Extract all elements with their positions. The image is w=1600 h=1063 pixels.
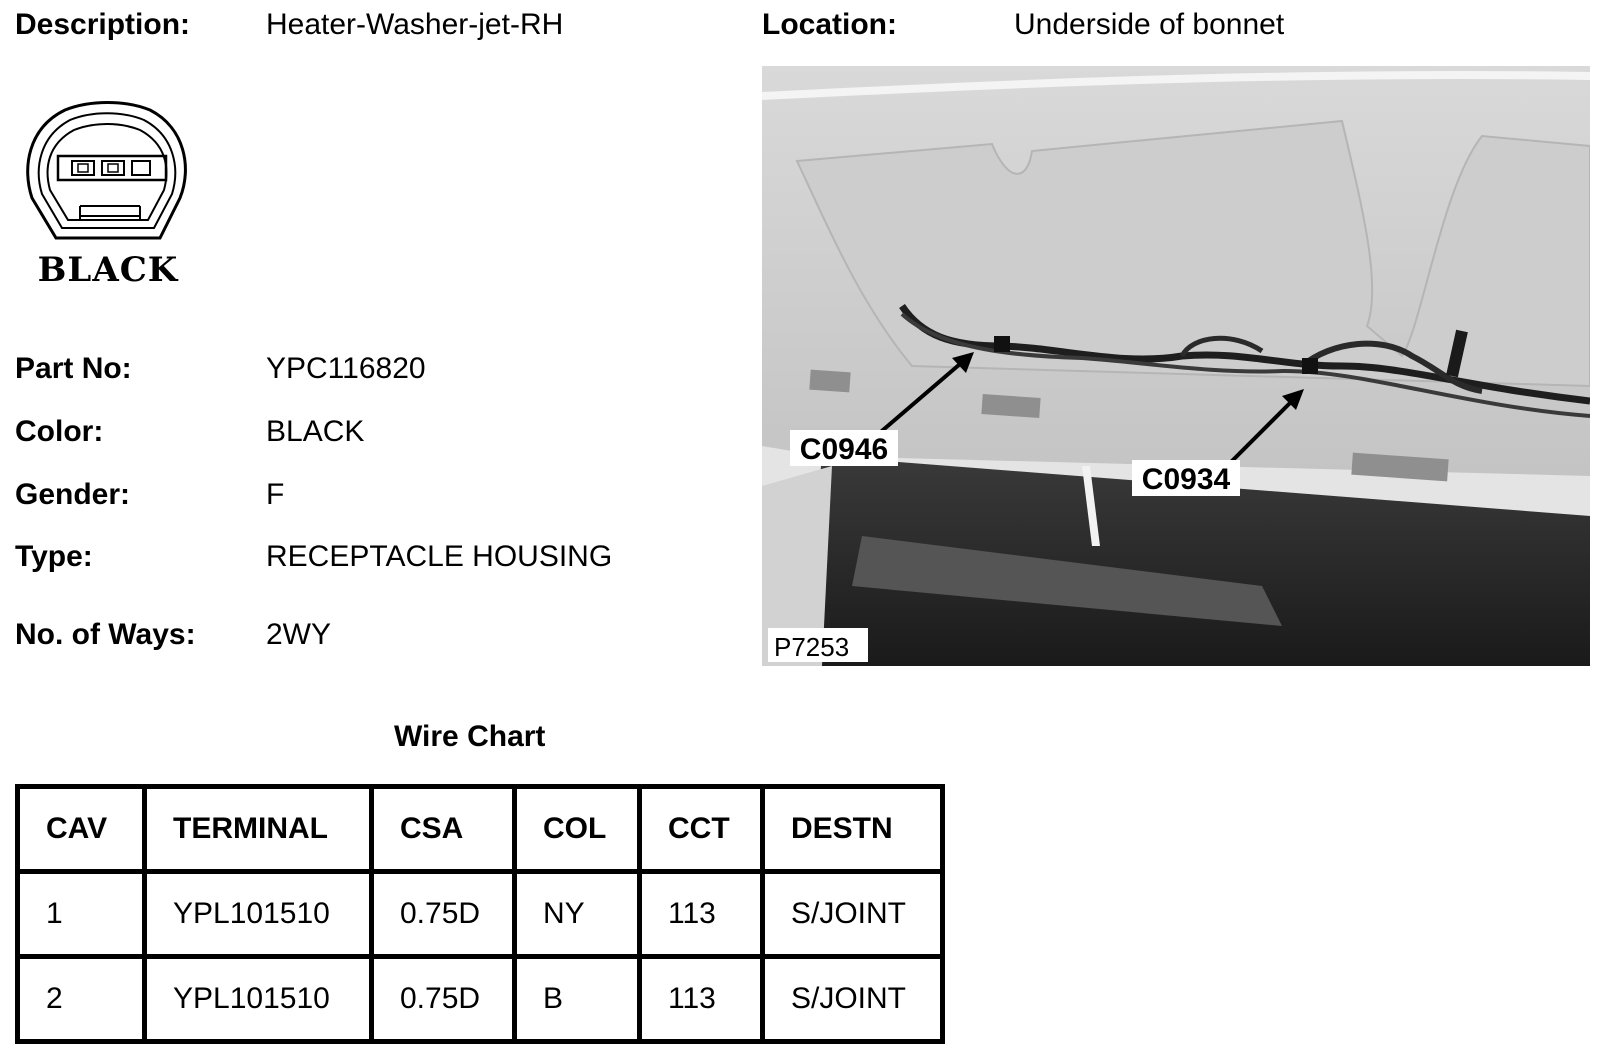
ways-label: No. of Ways: <box>15 618 196 651</box>
part-no-value: YPC116820 <box>266 352 426 385</box>
color-label: Color: <box>15 415 104 448</box>
ways-value: 2WY <box>266 618 332 651</box>
location-label: Location: <box>762 8 897 41</box>
header-cav: CAV <box>18 787 145 872</box>
cell-csa: 0.75D <box>372 957 515 1042</box>
location-value: Underside of bonnet <box>1014 8 1285 41</box>
table-row <box>18 872 943 957</box>
header-terminal: TERMINAL <box>145 787 372 872</box>
photo-ref: P7253 <box>774 632 850 662</box>
table-row <box>18 957 943 1042</box>
description-value: Heater-Washer-jet-RH <box>266 8 564 41</box>
wire-chart-table <box>15 784 945 1044</box>
description-label: Description: <box>15 8 191 41</box>
connector-color-text: BLACK <box>37 250 179 290</box>
type-label: Type: <box>15 540 93 573</box>
header-cct: CCT <box>640 787 763 872</box>
header-destn: DESTN <box>763 787 943 872</box>
cell-cav: 2 <box>18 957 145 1042</box>
part-no-label: Part No: <box>15 352 132 385</box>
header-col: COL <box>515 787 640 872</box>
gender-value: F <box>266 478 285 511</box>
connector-face-icon <box>20 98 195 298</box>
gender-label: Gender: <box>15 478 131 511</box>
type-value: RECEPTACLE HOUSING <box>266 540 613 573</box>
cell-col: NY <box>515 872 640 957</box>
table-header-row <box>18 787 943 872</box>
callout-c0946: C0946 <box>799 433 889 466</box>
cell-cav: 1 <box>18 872 145 957</box>
location-photo <box>762 66 1590 666</box>
cell-cct: 113 <box>640 957 763 1042</box>
cell-destn: S/JOINT <box>763 872 943 957</box>
color-value: BLACK <box>266 415 365 448</box>
cell-cct: 113 <box>640 872 763 957</box>
cell-csa: 0.75D <box>372 872 515 957</box>
cell-col: B <box>515 957 640 1042</box>
wire-chart-title: Wire Chart <box>394 720 546 753</box>
header-csa: CSA <box>372 787 515 872</box>
callout-c0934: C0934 <box>1141 463 1231 496</box>
cell-destn: S/JOINT <box>763 957 943 1042</box>
cell-terminal: YPL101510 <box>145 957 372 1042</box>
cell-terminal: YPL101510 <box>145 872 372 957</box>
